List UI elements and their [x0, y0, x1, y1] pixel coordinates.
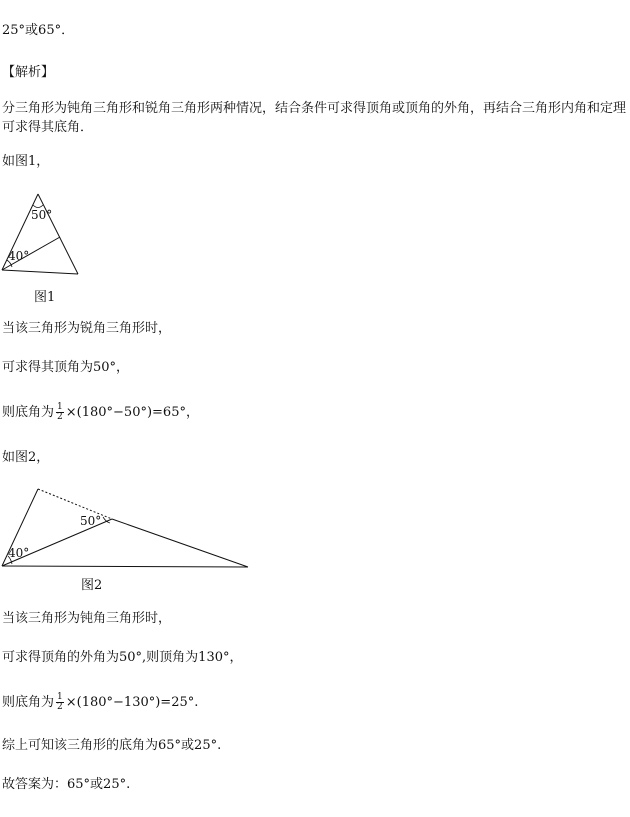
case1-fraction: [56, 403, 64, 422]
analysis-paragraph: 分三角形为钝角三角形和锐角三角形两种情况，结合条件可求得顶角或顶角的外角，再结合三角形内角和定理可求得其底角．: [2, 101, 627, 135]
fig2-side-right: [112, 519, 248, 567]
case2-title: 当该三角形为钝角三角形时，: [2, 611, 172, 626]
analysis-heading: 【解析】: [2, 65, 55, 80]
case1-base-prefix: 则底角为: [2, 405, 55, 420]
fig1-side-right: [38, 194, 78, 274]
fig1-base: [2, 270, 78, 274]
fig2-top-angle-label: 50°: [80, 514, 102, 528]
case1-base-formula: [2, 403, 199, 422]
case2-fraction: [56, 693, 64, 712]
case2-base-formula: [2, 693, 198, 712]
case1-base-suffix: ×(180°−50°)=65°，: [65, 405, 199, 420]
fig1-base-angle-label: 40°: [8, 249, 30, 263]
case2-vertex: 可求得顶角的外角为50°,则顶角为130°，: [2, 650, 243, 665]
fig2-base: [2, 566, 248, 567]
case2-base-prefix: 则底角为: [2, 695, 55, 710]
figure2-caption: 图2: [81, 578, 103, 593]
case1-frac-num: 1: [57, 402, 63, 412]
figure1-caption: 图1: [34, 290, 56, 305]
case1-title: 当该三角形为锐角三角形时，: [2, 321, 172, 336]
case2-frac-den: 2: [57, 702, 63, 712]
answer-line: 25°或65°．: [2, 23, 75, 38]
fig2-base-angle-label: 40°: [8, 546, 30, 560]
final-answer: 故答案为：65°或25°.: [2, 777, 131, 792]
fig1-top-angle-label: 50°: [31, 208, 53, 222]
figure1-intro: 如图1，: [2, 154, 50, 169]
case1-vertex: 可求得其顶角为50°，: [2, 360, 130, 375]
figure2-intro: 如图2，: [2, 450, 50, 465]
figure2-diagram: [0, 484, 255, 572]
figure1-diagram: [0, 188, 90, 280]
case1-frac-den: 2: [57, 412, 63, 422]
summary-line: 综上可知该三角形的底角为65°或25°.: [2, 738, 222, 753]
case2-frac-num: 1: [57, 692, 63, 702]
case2-base-suffix: ×(180°−130°)=25°.: [65, 695, 199, 710]
